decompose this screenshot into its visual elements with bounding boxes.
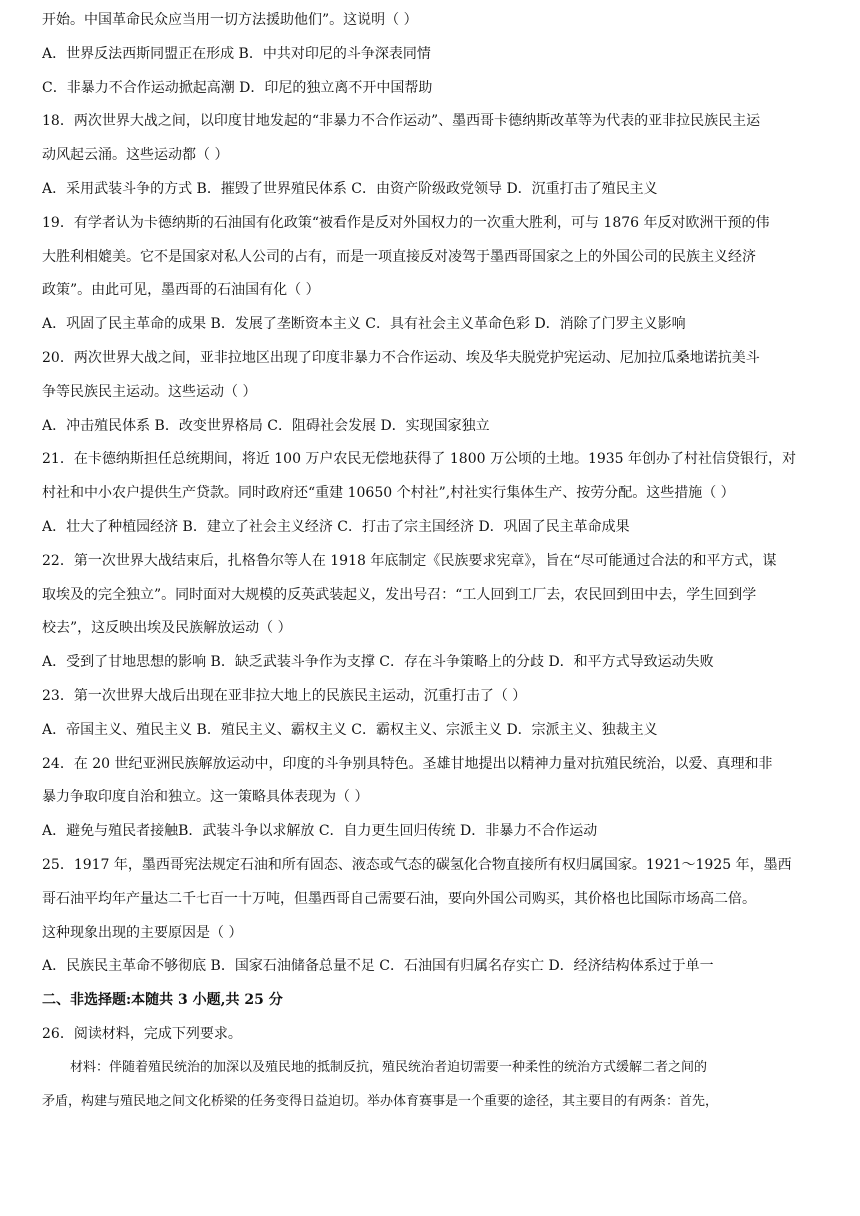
text-line: 取埃及的完全独立”。同时面对大规模的反英武装起义，发出号召：“工人回到工厂去，农民回到田中去，学生回到学 [42, 587, 757, 603]
question-22: 22．第一次世界大战结束后，扎格鲁尔等人在 1918 年底制定《民族要求宪章》，旨在“尽可能通过合法的和平方式，谋 [42, 553, 777, 569]
text-line: 哥石油平均年产量达二千七百一十万吨，但墨西哥自己需要石油，要向外国公司购买，其价格也比国际市场高二倍。 [42, 891, 756, 907]
text-line: 政策”。由此可见，墨西哥的石油国有化（ ） [42, 282, 320, 298]
option-line: A．壮大了种植园经济 B．建立了社会主义经济 C．打击了宗主国经济 D．巩固了民主革命成果 [42, 519, 630, 535]
section-heading: 二、非选择题:本随共 3 小题,共 25 分 [42, 992, 283, 1008]
material-text: 矛盾，构建与殖民地之间文化桥梁的任务变得日益迫切。举办体育赛事是一个重要的途径，其主要目的有两条：首先， [42, 1094, 719, 1109]
question-24: 24．在 20 世纪亚洲民族解放运动中，印度的斗争别具特色。圣雄甘地提出以精神力量对抗殖民统治，以爱、真理和非 [42, 756, 773, 772]
text-line: 村社和中小农户提供生产贷款。同时政府还“重建 10650 个村社”,村社实行集体生产、按劳分配。这些措施（ ） [42, 485, 735, 501]
question-23: 23．第一次世界大战后出现在亚非拉大地上的民族民主运动，沉重打击了（ ） [42, 688, 527, 704]
question-25: 25．1917 年，墨西哥宪法规定石油和所有固态、液态或气态的碳氢化合物直接所有权归属国家。1921～1925 年，墨西 [42, 857, 792, 873]
option-line: A．受到了甘地思想的影响 B．缺乏武装斗争作为支撑 C．存在斗争策略上的分歧 D．和平方式导致运动失败 [42, 654, 714, 670]
text-line: 动风起云涌。这些运动都（ ） [42, 147, 229, 163]
question-21: 21．在卡德纳斯担任总统期间，将近 100 万户农民无偿地获得了 1800 万公顷的土地。1935 年创办了村社信贷银行，对 [42, 451, 797, 467]
option-line: A．冲击殖民体系 B．改变世界格局 C．阻碍社会发展 D．实现国家独立 [42, 418, 490, 434]
text-line: 校去”，这反映出埃及民族解放运动（ ） [42, 620, 292, 636]
question-20: 20．两次世界大战之间，亚非拉地区出现了印度非暴力不合作运动、埃及华夫脱党护宪运动、尼加拉瓜桑地诺抗美斗 [42, 350, 760, 366]
option-line: C．非暴力不合作运动掀起高潮 D．印尼的独立离不开中国帮助 [42, 80, 433, 96]
question-26: 26．阅读材料，完成下列要求。 [42, 1026, 242, 1042]
question-18: 18．两次世界大战之间，以印度甘地发起的“非暴力不合作运动”、墨西哥卡德纳斯改革等为代表的亚非拉民族民主运 [42, 113, 761, 129]
option-line: A．世界反法西斯同盟正在形成 B．中共对印尼的斗争深表同情 [42, 46, 431, 62]
text-line: 开始。中国革命民众应当用一切方法援助他们”。这说明（ ） [42, 12, 418, 28]
option-line: A．民族民主革命不够彻底 B．国家石油储备总量不足 C．石油国有归属名存实亡 D．经济结构体系过于单一 [42, 958, 714, 974]
material-text: 材料：伴随着殖民统治的加深以及殖民地的抵制反抗，殖民统治者迫切需要一种柔性的统治方式缓解二者之间的 [70, 1060, 708, 1075]
option-line: A．采用武装斗争的方式 B．摧毁了世界殖民体系 C．由资产阶级政党领导 D．沉重打击了殖民主义 [42, 181, 658, 197]
text-line: 大胜利相媲美。它不是国家对私人公司的占有，而是一项直接反对凌驾于墨西哥国家之上的外国公司的民族主义经济 [42, 249, 756, 265]
question-19: 19．有学者认为卡德纳斯的石油国有化政策“被看作是反对外国权力的一次重大胜利，可与 1876 年反对欧洲干预的伟 [42, 215, 770, 231]
option-line: A．帝国主义、殖民主义 B．殖民主义、霸权主义 C．霸权主义、宗派主义 D．宗派主义、独裁主义 [42, 722, 658, 738]
text-line: 争等民族民主运动。这些运动（ ） [42, 384, 257, 400]
text-line: 暴力争取印度自治和独立。这一策略具体表现为（ ） [42, 789, 369, 805]
text-line: 这种现象出现的主要原因是（ ） [42, 925, 243, 941]
option-line: A．避免与殖民者接触B．武装斗争以求解放 C．自力更生回归传统 D．非暴力不合作运动 [42, 823, 598, 839]
option-line: A．巩固了民主革命的成果 B．发展了垄断资本主义 C．具有社会主义革命色彩 D．消除了门罗主义影响 [42, 316, 686, 332]
